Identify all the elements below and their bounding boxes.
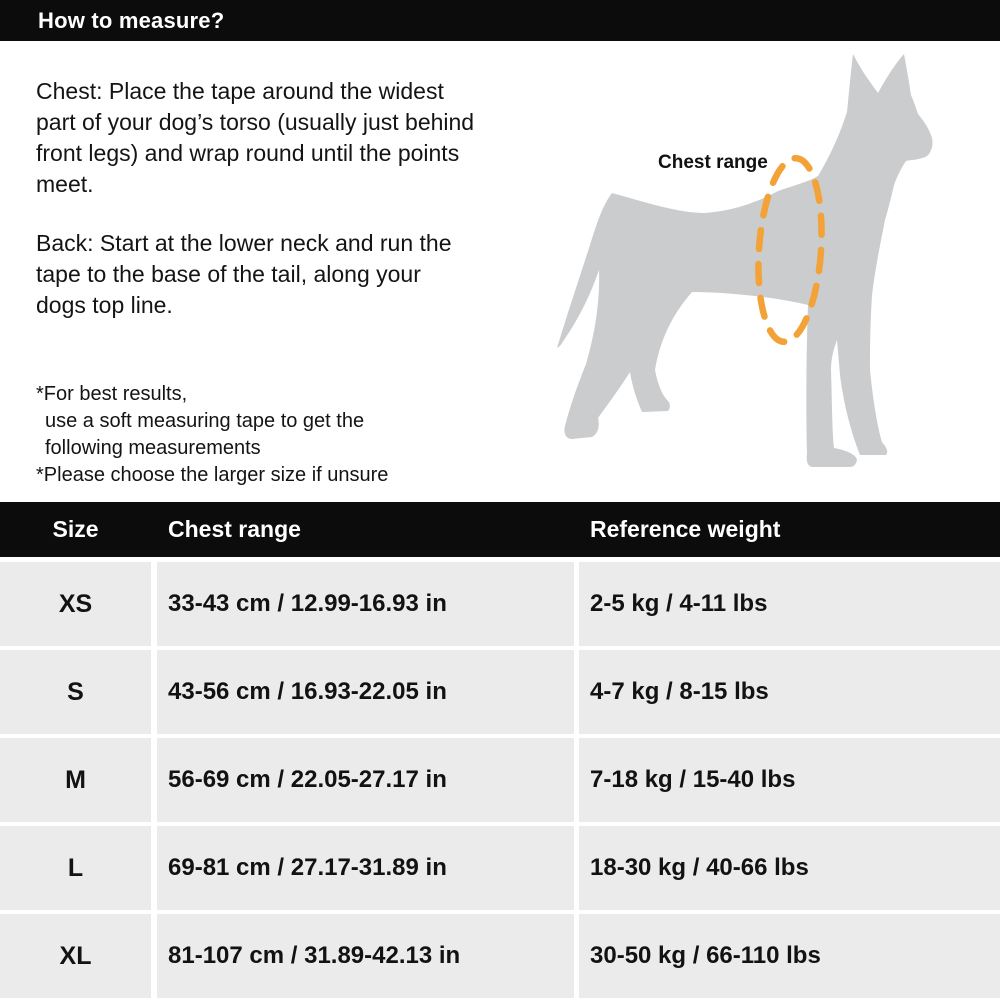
note-line: *For best results, xyxy=(36,383,188,405)
chest-range-cell: 33-43 cm / 12.99-16.93 in xyxy=(157,562,574,646)
back-instruction xyxy=(36,228,474,321)
dog-diagram xyxy=(550,30,1000,500)
size-cell: L xyxy=(0,826,151,910)
instruction-line: meet. xyxy=(36,171,94,197)
measurement-notes xyxy=(36,381,388,489)
table-header-row xyxy=(0,502,1000,557)
instruction-line: tape to the base of the tail, along your xyxy=(36,261,421,287)
size-chart-table xyxy=(0,502,1000,1000)
reference-weight-cell: 2-5 kg / 4-11 lbs xyxy=(579,562,1000,646)
instruction-line: front legs) and wrap round until the points xyxy=(36,140,460,166)
table-row xyxy=(0,738,1000,822)
table-row xyxy=(0,562,1000,646)
chest-range-cell: 56-69 cm / 22.05-27.17 in xyxy=(157,738,574,822)
column-header-size: Size xyxy=(52,516,99,542)
table-row xyxy=(0,826,1000,910)
chest-instruction xyxy=(36,76,474,200)
reference-weight-cell: 30-50 kg / 66-110 lbs xyxy=(579,914,1000,998)
note-line: use a soft measuring tape to get the xyxy=(45,410,365,432)
chest-range-cell: 43-56 cm / 16.93-22.05 in xyxy=(157,650,574,734)
chest-range-cell: 81-107 cm / 31.89-42.13 in xyxy=(157,914,574,998)
size-cell: XS xyxy=(0,562,151,646)
reference-weight-cell: 7-18 kg / 15-40 lbs xyxy=(579,738,1000,822)
note-line: following measurements xyxy=(45,437,261,459)
table-row xyxy=(0,650,1000,734)
measuring-instructions xyxy=(36,76,474,321)
instruction-line: Chest: Place the tape around the widest xyxy=(36,78,444,104)
size-cell: XL xyxy=(0,914,151,998)
size-cell: M xyxy=(0,738,151,822)
chest-range-label: Chest range xyxy=(658,152,768,173)
dog-body-shape xyxy=(557,54,933,467)
note-line: *Please choose the larger size if unsure xyxy=(36,464,389,486)
instruction-line: part of your dog’s torso (usually just behind xyxy=(36,109,475,135)
dog-silhouette-icon xyxy=(550,30,1000,500)
size-cell: S xyxy=(0,650,151,734)
table-row xyxy=(0,914,1000,998)
column-header-reference-weight: Reference weight xyxy=(590,516,781,542)
instruction-line: dogs top line. xyxy=(36,292,173,318)
chest-range-cell: 69-81 cm / 27.17-31.89 in xyxy=(157,826,574,910)
reference-weight-cell: 4-7 kg / 8-15 lbs xyxy=(579,650,1000,734)
instruction-line: Back: Start at the lower neck and run the xyxy=(36,230,452,256)
column-header-chest-range: Chest range xyxy=(168,516,301,542)
reference-weight-cell: 18-30 kg / 40-66 lbs xyxy=(579,826,1000,910)
page-title: How to measure? xyxy=(38,7,225,33)
